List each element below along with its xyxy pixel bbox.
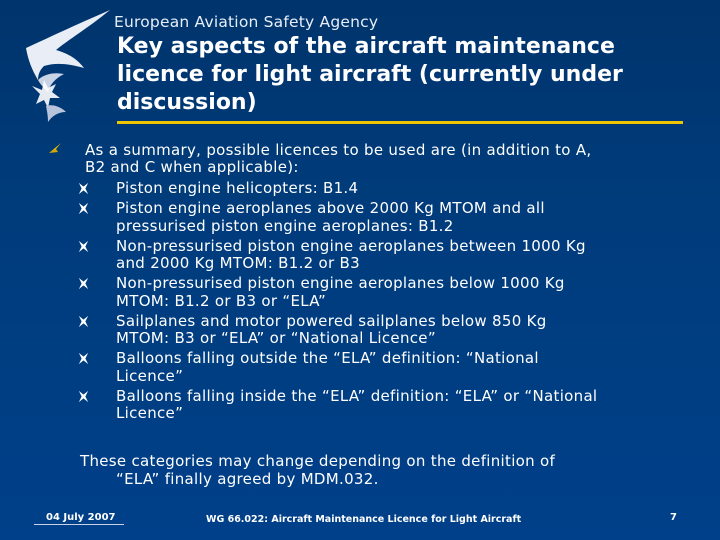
title-line: discussion) bbox=[117, 90, 257, 115]
closing-paragraph bbox=[80, 453, 680, 488]
agency-name: European Aviation Safety Agency bbox=[114, 13, 379, 31]
star-bullet-icon bbox=[77, 315, 90, 328]
list-item bbox=[85, 275, 685, 310]
list-item-text: Piston engine helicopters: B1.4 bbox=[116, 179, 359, 197]
list-item-text: Piston engine aeroplanes above 2000 Kg MTOM and all bbox=[116, 199, 545, 217]
star-bullet-icon bbox=[77, 202, 90, 215]
list-item-text: MTOM: B1.2 or B3 or “ELA” bbox=[116, 291, 327, 310]
star-bullet-icon bbox=[77, 240, 90, 253]
easa-logo-icon bbox=[18, 8, 118, 128]
list-item bbox=[85, 388, 685, 423]
licence-list bbox=[85, 180, 685, 425]
arrow-bullet-icon bbox=[48, 141, 62, 155]
list-item-text: Non-pressurised piston engine aeroplanes below 1000 Kg bbox=[116, 274, 565, 292]
title-divider bbox=[117, 121, 683, 124]
list-item-text: Non-pressurised piston engine aeroplanes between 1000 Kg bbox=[116, 236, 586, 255]
star-bullet-icon bbox=[77, 182, 90, 195]
star-bullet-icon bbox=[77, 390, 90, 403]
star-bullet-icon bbox=[77, 277, 90, 290]
list-item bbox=[85, 313, 685, 348]
star-bullet-icon bbox=[77, 352, 90, 365]
intro-paragraph bbox=[85, 142, 685, 176]
footer-divider bbox=[34, 524, 124, 525]
closing-line: These categories may change depending on the definition of bbox=[80, 452, 556, 470]
list-item-text: MTOM: B3 or “ELA” or “National Licence” bbox=[116, 329, 436, 347]
slide-title bbox=[117, 33, 677, 117]
intro-line: As a summary, possible licences to be used are (in addition to A, bbox=[85, 141, 592, 159]
list-item bbox=[85, 350, 685, 385]
list-item-text: Balloons falling inside the “ELA” definition: “ELA” or “National bbox=[116, 386, 598, 405]
list-item-text: Sailplanes and motor powered sailplanes below 850 Kg bbox=[116, 311, 547, 330]
footer-document-title: WG 66.022: Aircraft Maintenance Licence for Light Aircraft bbox=[206, 514, 522, 525]
list-item-text: Licence” bbox=[116, 404, 184, 422]
list-item bbox=[85, 180, 685, 198]
footer-date: 04 July 2007 bbox=[46, 512, 116, 523]
list-item bbox=[85, 238, 685, 273]
title-line: Key aspects of the aircraft maintenance bbox=[117, 34, 615, 59]
list-item-text: Licence” bbox=[116, 366, 184, 385]
list-item-text: and 2000 Kg MTOM: B1.2 or B3 bbox=[116, 254, 360, 272]
page-number: 7 bbox=[670, 512, 677, 523]
closing-line: “ELA” finally agreed by MDM.032. bbox=[116, 469, 379, 488]
title-line: licence for light aircraft (currently under bbox=[117, 62, 623, 87]
list-item bbox=[85, 200, 685, 235]
list-item-text: pressurised piston engine aeroplanes: B1.2 bbox=[116, 216, 454, 235]
list-item-text: Balloons falling outside the “ELA” definition: “National bbox=[116, 349, 539, 367]
intro-line: B2 and C when applicable): bbox=[85, 158, 299, 176]
